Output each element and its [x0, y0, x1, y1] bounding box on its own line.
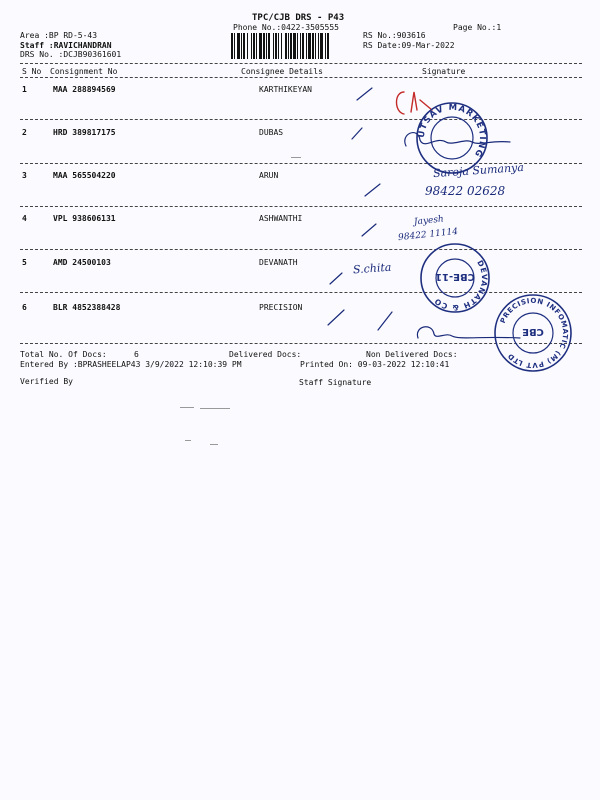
- drs-number: DRS No. :DCJB90361601: [20, 50, 122, 59]
- stamp-inner-text: CBE: [522, 326, 544, 337]
- row-sno: 3: [22, 171, 27, 180]
- rs-date: RS Date:09-Mar-2022: [363, 41, 455, 50]
- handwritten-signature: S.chita: [352, 260, 392, 277]
- delivered-docs: Delivered Docs:: [229, 350, 302, 359]
- row-consignee: PRECISION: [259, 303, 303, 312]
- staff-name: Staff :RAVICHANDRAN: [20, 41, 112, 50]
- row-consignment: MAA 565504220: [53, 171, 116, 180]
- row-consignment: MAA 288894569: [53, 85, 116, 94]
- tick-mark: [378, 312, 392, 330]
- svg-text:UTSAV MARKETING: [417, 103, 487, 159]
- handwritten-name: Jayesh: [413, 214, 445, 228]
- row-consignee: DUBAS: [259, 128, 284, 137]
- tick-mark: [362, 224, 376, 236]
- row-consignment: BLR 4852388428: [53, 303, 121, 312]
- row-consignee: ARUN: [259, 171, 279, 180]
- handwritten-name: Saroja Sumanya: [432, 160, 525, 181]
- non-delivered-docs: Non Delivered Docs:: [366, 350, 458, 359]
- total-docs-label: Total No. Of Docs:: [20, 350, 107, 359]
- phone-number: Phone No.:0422-3505555: [233, 23, 339, 32]
- row-sno: 1: [22, 85, 27, 94]
- row-consignment: HRD 389817175: [53, 128, 116, 137]
- stamp-text: DEVANATH & CO: [432, 258, 490, 313]
- row-consignment: VPL 938606131: [53, 214, 116, 223]
- document-title: TPC/CJB DRS - P43: [252, 13, 345, 23]
- tick-mark: [330, 273, 342, 284]
- row-sno: 6: [22, 303, 27, 312]
- handwritten-phone: 98422 11114: [397, 226, 459, 244]
- tick-mark: [328, 310, 344, 325]
- company-stamp: [492, 292, 574, 374]
- area-code: Area :BP RD-5-43: [20, 31, 98, 40]
- tick-mark: [357, 88, 372, 100]
- rs-number: RS No.:903616: [363, 31, 426, 40]
- tick-mark: [365, 184, 380, 196]
- column-signature: Signature: [422, 67, 466, 76]
- column-sno: S No: [22, 67, 42, 76]
- page-number: Page No.:1: [453, 23, 502, 32]
- total-docs-value: 6: [134, 350, 139, 359]
- column-consignment: Consignment No: [50, 67, 118, 76]
- staff-signature: Staff Signature: [299, 378, 372, 387]
- row-consignee: DEVANATH: [259, 258, 298, 267]
- row-consignment: AMD 24500103: [53, 258, 111, 267]
- stamp-inner-text: CBE-11: [435, 271, 475, 282]
- row-sno: 2: [22, 128, 27, 137]
- stamp-text: UTSAV MARKETING: [416, 102, 488, 160]
- row-consignee: ASHWANTHI: [259, 214, 303, 223]
- company-stamp: [418, 241, 492, 315]
- handwritten-phone: 98422 02628: [425, 184, 506, 198]
- row-sno: 4: [22, 214, 27, 223]
- tick-mark: [352, 128, 362, 139]
- svg-text:DEVANATH & CO: [432, 259, 489, 312]
- stamp-text: PRECISION INFOMATIC (M) PVT LTD: [498, 296, 570, 370]
- entered-by: Entered By :BPRASHEELAP43 3/9/2022 12:10:39 PM: [20, 360, 242, 369]
- company-stamp: [414, 100, 490, 176]
- verified-by: Verified By: [20, 377, 73, 386]
- row-sno: 5: [22, 258, 27, 267]
- printed-on: Printed On: 09-03-2022 12:10:41: [300, 360, 450, 369]
- row-consignee: KARTHIKEYAN: [259, 85, 312, 94]
- column-consignee: Consignee Details: [241, 67, 323, 76]
